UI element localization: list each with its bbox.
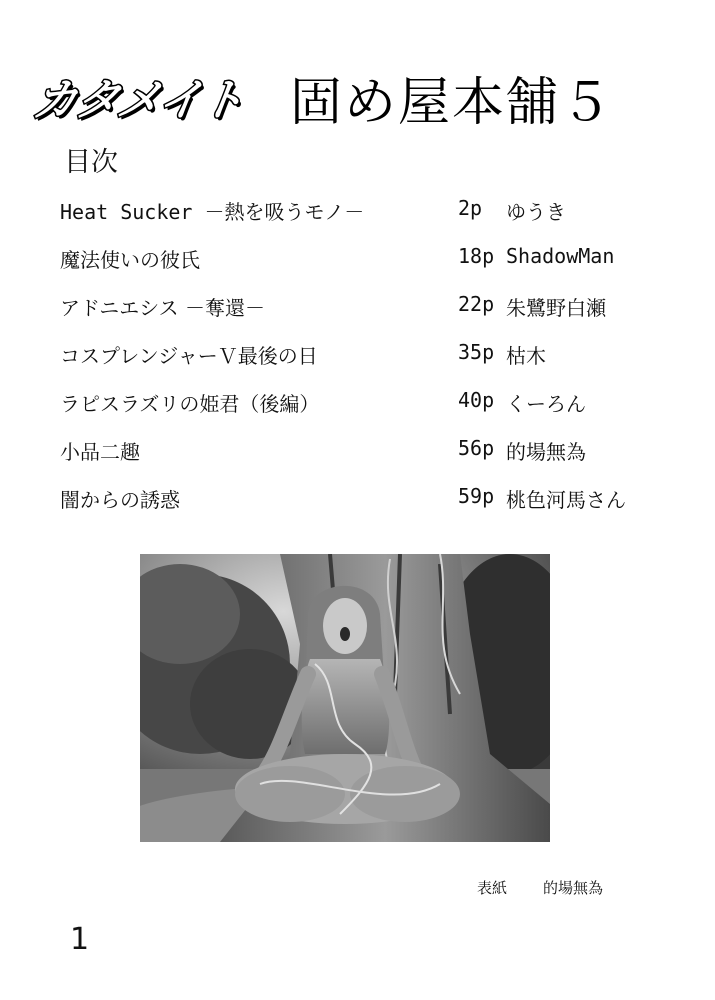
toc-entry-title: Heat Sucker －熱を吸うモノ－ xyxy=(60,200,365,224)
toc-heading: 目次 xyxy=(64,147,118,178)
toc-entry-page: 22p xyxy=(458,292,495,316)
table-of-contents xyxy=(60,190,680,526)
toc-entry-title: 魔法使いの彼氏 xyxy=(60,248,200,272)
petrified-girl-under-tree-image xyxy=(140,554,550,842)
toc-entry xyxy=(60,238,680,286)
toc-entry-page: 59p xyxy=(458,484,495,508)
toc-entry-page: 2p xyxy=(458,196,483,220)
toc-entry-author: 朱鷺野白瀬 xyxy=(506,296,606,320)
toc-entry xyxy=(60,334,680,382)
toc-entry-author: 的場無為 xyxy=(506,440,586,464)
toc-entry-page: 35p xyxy=(458,340,495,364)
cover-credit-label: 表紙 xyxy=(477,879,508,897)
toc-entry xyxy=(60,382,680,430)
toc-entry-author: くーろん xyxy=(506,392,586,416)
toc-entry-author: 桃色河馬さん xyxy=(506,488,626,512)
toc-entry-author: ShadowMan xyxy=(506,244,615,268)
katamate-logo: カタメイト xyxy=(29,75,247,126)
toc-entry-title: 闇からの誘惑 xyxy=(60,488,180,512)
toc-entry xyxy=(60,430,680,478)
cover-credit xyxy=(477,877,603,898)
toc-entry-page: 40p xyxy=(458,388,495,412)
toc-entry-title: 小品二趣 xyxy=(60,440,140,464)
toc-entry-title: アドニエシス －奪還－ xyxy=(60,296,265,320)
toc-entry-title: コスプレンジャーＶ最後の日 xyxy=(60,344,318,368)
toc-entry xyxy=(60,286,680,334)
cover-credit-artist: 的場無為 xyxy=(543,879,604,897)
toc-entry-title: ラピスラズリの姫君（後編） xyxy=(60,392,320,416)
page-number: 1 xyxy=(70,922,90,957)
toc-entry-page: 56p xyxy=(458,436,495,460)
toc-entry-author: ゆうき xyxy=(506,200,566,224)
cover-photo xyxy=(140,554,550,842)
toc-entry xyxy=(60,478,680,526)
toc-entry-author: 枯木 xyxy=(506,344,546,368)
toc-entry-page: 18p xyxy=(458,244,495,268)
page-title: 固め屋本舗５ xyxy=(290,73,615,133)
toc-entry xyxy=(60,190,680,238)
